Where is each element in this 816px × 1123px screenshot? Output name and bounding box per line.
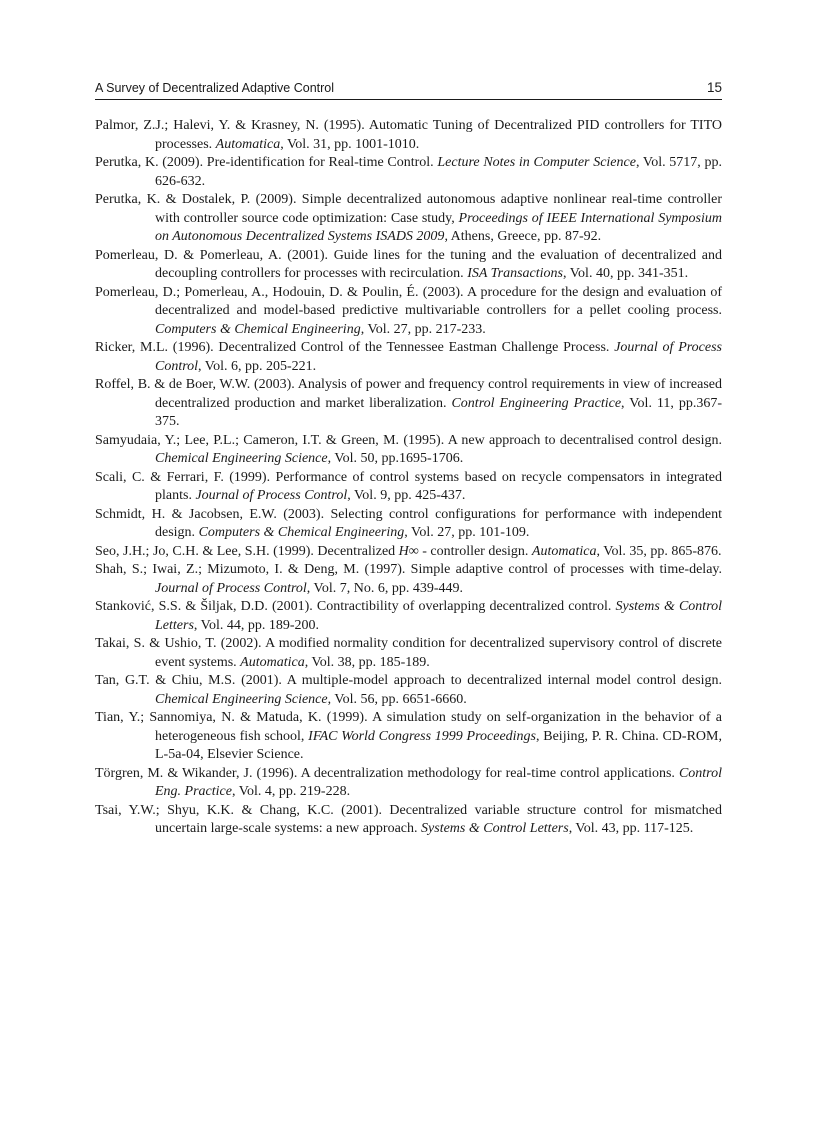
page-number: 15 — [706, 80, 722, 95]
reference-item: Törgren, M. & Wikander, J. (1996). A decentralization methodology for real-time control applications. Control Eng. Practice, Vol. 4, pp. 219-228. — [95, 765, 722, 799]
reference-item: Roffel, B. & de Boer, W.W. (2003). Analysis of power and frequency control requirements in view of increased decentralized production and market liberalization. Control Engineering Practice, Vol. 11, pp.367-375. — [95, 377, 722, 429]
reference-item: Pomerleau, D.; Pomerleau, A., Hodouin, D. & Poulin, É. (2003). A procedure for the design and evaluation of decentralized and model-based predictive multivariable controllers for a pellet cooling process. Computers & Chemical Engineering, Vol. 27, pp. 217-233. — [95, 284, 722, 337]
reference-item: Shah, S.; Iwai, Z.; Mizumoto, I. & Deng, M. (1997). Simple adaptive control of processes with time-delay. Journal of Process Control, Vol. 7, No. 6, pp. 439-449. — [95, 562, 722, 596]
reference-item: Ricker, M.L. (1996). Decentralized Control of the Tennessee Eastman Challenge Process. Journal of Process Control, Vol. 6, pp. 205-221. — [95, 340, 722, 374]
reference-item: Schmidt, H. & Jacobsen, E.W. (2003). Selecting control configurations for performance with independent design. Computers & Chemical Engineering, Vol. 27, pp. 101-109. — [95, 506, 722, 540]
running-title: A Survey of Decentralized Adaptive Control — [95, 81, 335, 95]
reference-item: Scali, C. & Ferrari, F. (1999). Performance of control systems based on recycle compensators in integrated plants. Journal of Process Control, Vol. 9, pp. 425-437. — [95, 469, 722, 503]
reference-item: Tian, Y.; Sannomiya, N. & Matuda, K. (1999). A simulation study on self-organization in the behavior of a heterogeneous fish school, IFAC World Congress 1999 Proceedings, Beijing, P. R. China. CD-ROM, L-5a-04, Elsevier Science. — [95, 710, 722, 762]
reference-item: Tan, G.T. & Chiu, M.S. (2001). A multiple-model approach to decentralized internal model control design. Chemical Engineering Science, Vol. 56, pp. 6651-6660. — [95, 673, 722, 707]
reference-item: Takai, S. & Ushio, T. (2002). A modified normality condition for decentralized supervisory control of discrete event systems. Automatica, Vol. 38, pp. 185-189. — [95, 636, 722, 670]
reference-item: Perutka, K. & Dostalek, P. (2009). Simple decentralized autonomous adaptive nonlinear real-time controller with controller source code optimization: Case study, Proceedings of IEEE International Symposium on Autonomous Decentralized Systems ISADS 2009, Athens, Greece, pp. 87-92. — [95, 192, 722, 244]
reference-item: Palmor, Z.J.; Halevi, Y. & Krasney, N. (1995). Automatic Tuning of Decentralized PID controllers for TITO processes. Automatica, Vol. 31, pp. 1001-1010. — [95, 118, 722, 152]
reference-list — [95, 117, 722, 839]
reference-item: Samyudaia, Y.; Lee, P.L.; Cameron, I.T. & Green, M. (1995). A new approach to decentralised control design. Chemical Engineering Science, Vol. 50, pp.1695-1706. — [95, 432, 722, 466]
reference-item: Stanković, S.S. & Šiljak, D.D. (2001). Contractibility of overlapping decentralized control. Systems & Control Letters, Vol. 44, pp. 189-200. — [95, 599, 723, 633]
reference-item: Perutka, K. (2009). Pre-identification for Real-time Control. Lecture Notes in Computer Science, Vol. 5717, pp. 626-632. — [95, 155, 722, 189]
running-header — [95, 80, 722, 100]
reference-item: Tsai, Y.W.; Shyu, K.K. & Chang, K.C. (2001). Decentralized variable structure control for mismatched uncertain large-scale systems: a new approach. Systems & Control Letters, Vol. 43, pp. 117-125. — [95, 802, 722, 836]
reference-item: Pomerleau, D. & Pomerleau, A. (2001). Guide lines for the tuning and the evaluation of decentralized and decoupling controllers for processes with recirculation. ISA Transactions, Vol. 40, pp. 341-351. — [95, 247, 722, 281]
reference-item: Seo, J.H.; Jo, C.H. & Lee, S.H. (1999). Decentralized H∞ - controller design. Automatica, Vol. 35, pp. 865-876. — [95, 543, 722, 559]
